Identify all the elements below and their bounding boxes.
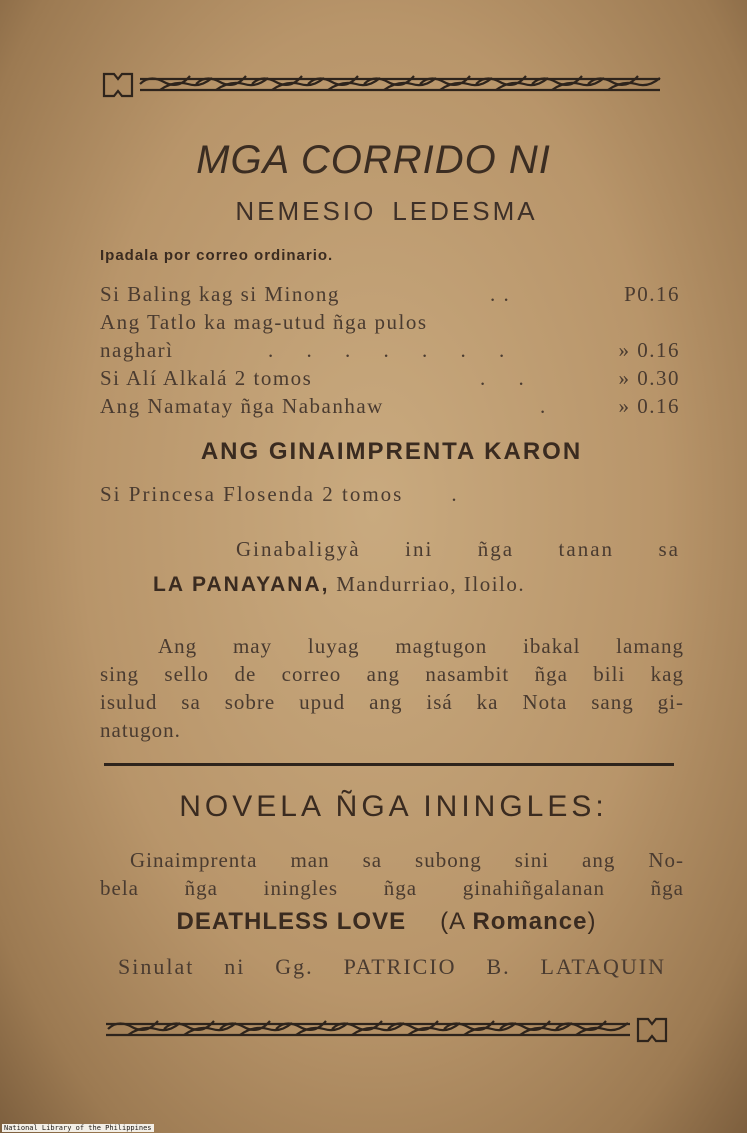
author-first-name: NEMESIO bbox=[235, 196, 377, 226]
printing-item-title: Si Princesa Flosenda 2 tomos bbox=[100, 482, 404, 506]
author-name bbox=[0, 196, 747, 227]
sold-line: Ginabaligyà ini ñga tanan sa bbox=[236, 537, 680, 561]
novela-paragraph bbox=[100, 846, 684, 902]
price-row-dots: . bbox=[540, 394, 547, 418]
book-title bbox=[0, 908, 747, 936]
library-credit: National Library of the Philippines bbox=[4, 1124, 152, 1132]
instructions-paragraph bbox=[100, 632, 684, 744]
price-row bbox=[100, 280, 680, 308]
instructions-line: Ang may luyag magtugon ibakal lamang bbox=[158, 634, 684, 658]
instructions-line: isulud sa sobre upud ang isá ka Nota sang gi- bbox=[100, 690, 684, 714]
price-row-price: » 0.30 bbox=[618, 366, 680, 390]
price-row bbox=[100, 392, 680, 420]
novela-line: Ginaimprenta man sa subong sini ang No- bbox=[130, 848, 684, 872]
price-row-dots: . . bbox=[480, 366, 538, 390]
book-subtitle-close: ) bbox=[587, 908, 597, 935]
decorative-border-bottom bbox=[100, 1013, 670, 1047]
novela-heading: NOVELA ÑGA ININGLES: bbox=[179, 790, 608, 823]
book-title-main: DEATHLESS LOVE bbox=[176, 908, 407, 935]
printing-item-dot: . bbox=[451, 482, 459, 506]
price-row-title: Ang Namatay ñga Nabanhaw bbox=[100, 394, 384, 418]
price-row-dots: . . . . . . . bbox=[268, 338, 519, 362]
price-row bbox=[100, 336, 680, 364]
novela-line: bela ñga iningles ñga ginahiñgalanan ñga bbox=[100, 876, 684, 900]
book-author-line: Sinulat ni Gg. PATRICIO B. LATAQUIN bbox=[118, 954, 666, 979]
printing-item bbox=[100, 482, 459, 507]
price-list bbox=[100, 280, 680, 420]
price-row-title: nagharì bbox=[100, 338, 174, 362]
book-subtitle-genre: Romance bbox=[472, 908, 588, 935]
price-row-title: Si Baling kag si Minong bbox=[100, 282, 340, 306]
price-row-price: P0.16 bbox=[624, 282, 680, 306]
instructions-line: natugon. bbox=[100, 718, 181, 742]
store-location: Mandurriao, Iloilo. bbox=[336, 572, 526, 596]
mail-note: Ipadala por correo ordinario. bbox=[100, 247, 334, 264]
price-row-dots: . . bbox=[490, 282, 511, 306]
price-row-price: » 0.16 bbox=[618, 338, 680, 362]
instructions-line: sing sello de correo ang nasambit ñga bili kag bbox=[100, 662, 684, 686]
book-subtitle bbox=[440, 908, 596, 935]
book-subtitle-open: (A bbox=[440, 908, 465, 935]
decorative-border-top bbox=[100, 68, 670, 102]
author-last-name: LEDESMA bbox=[392, 196, 538, 226]
price-row-price: » 0.16 bbox=[618, 394, 680, 418]
price-row bbox=[100, 364, 680, 392]
price-row-title: Ang Tatlo ka mag-utud ñga pulos bbox=[100, 310, 428, 334]
printing-heading: ANG GINAIMPRENTA KARON bbox=[200, 438, 583, 465]
page-title: MGA CORRIDO NI bbox=[196, 138, 551, 182]
store-name: LA PANAYANA, bbox=[153, 573, 330, 596]
price-row-title: Si Alí Alkalá 2 tomos bbox=[100, 366, 313, 390]
price-row bbox=[100, 308, 680, 336]
section-divider bbox=[104, 763, 674, 766]
store-line bbox=[153, 572, 525, 597]
